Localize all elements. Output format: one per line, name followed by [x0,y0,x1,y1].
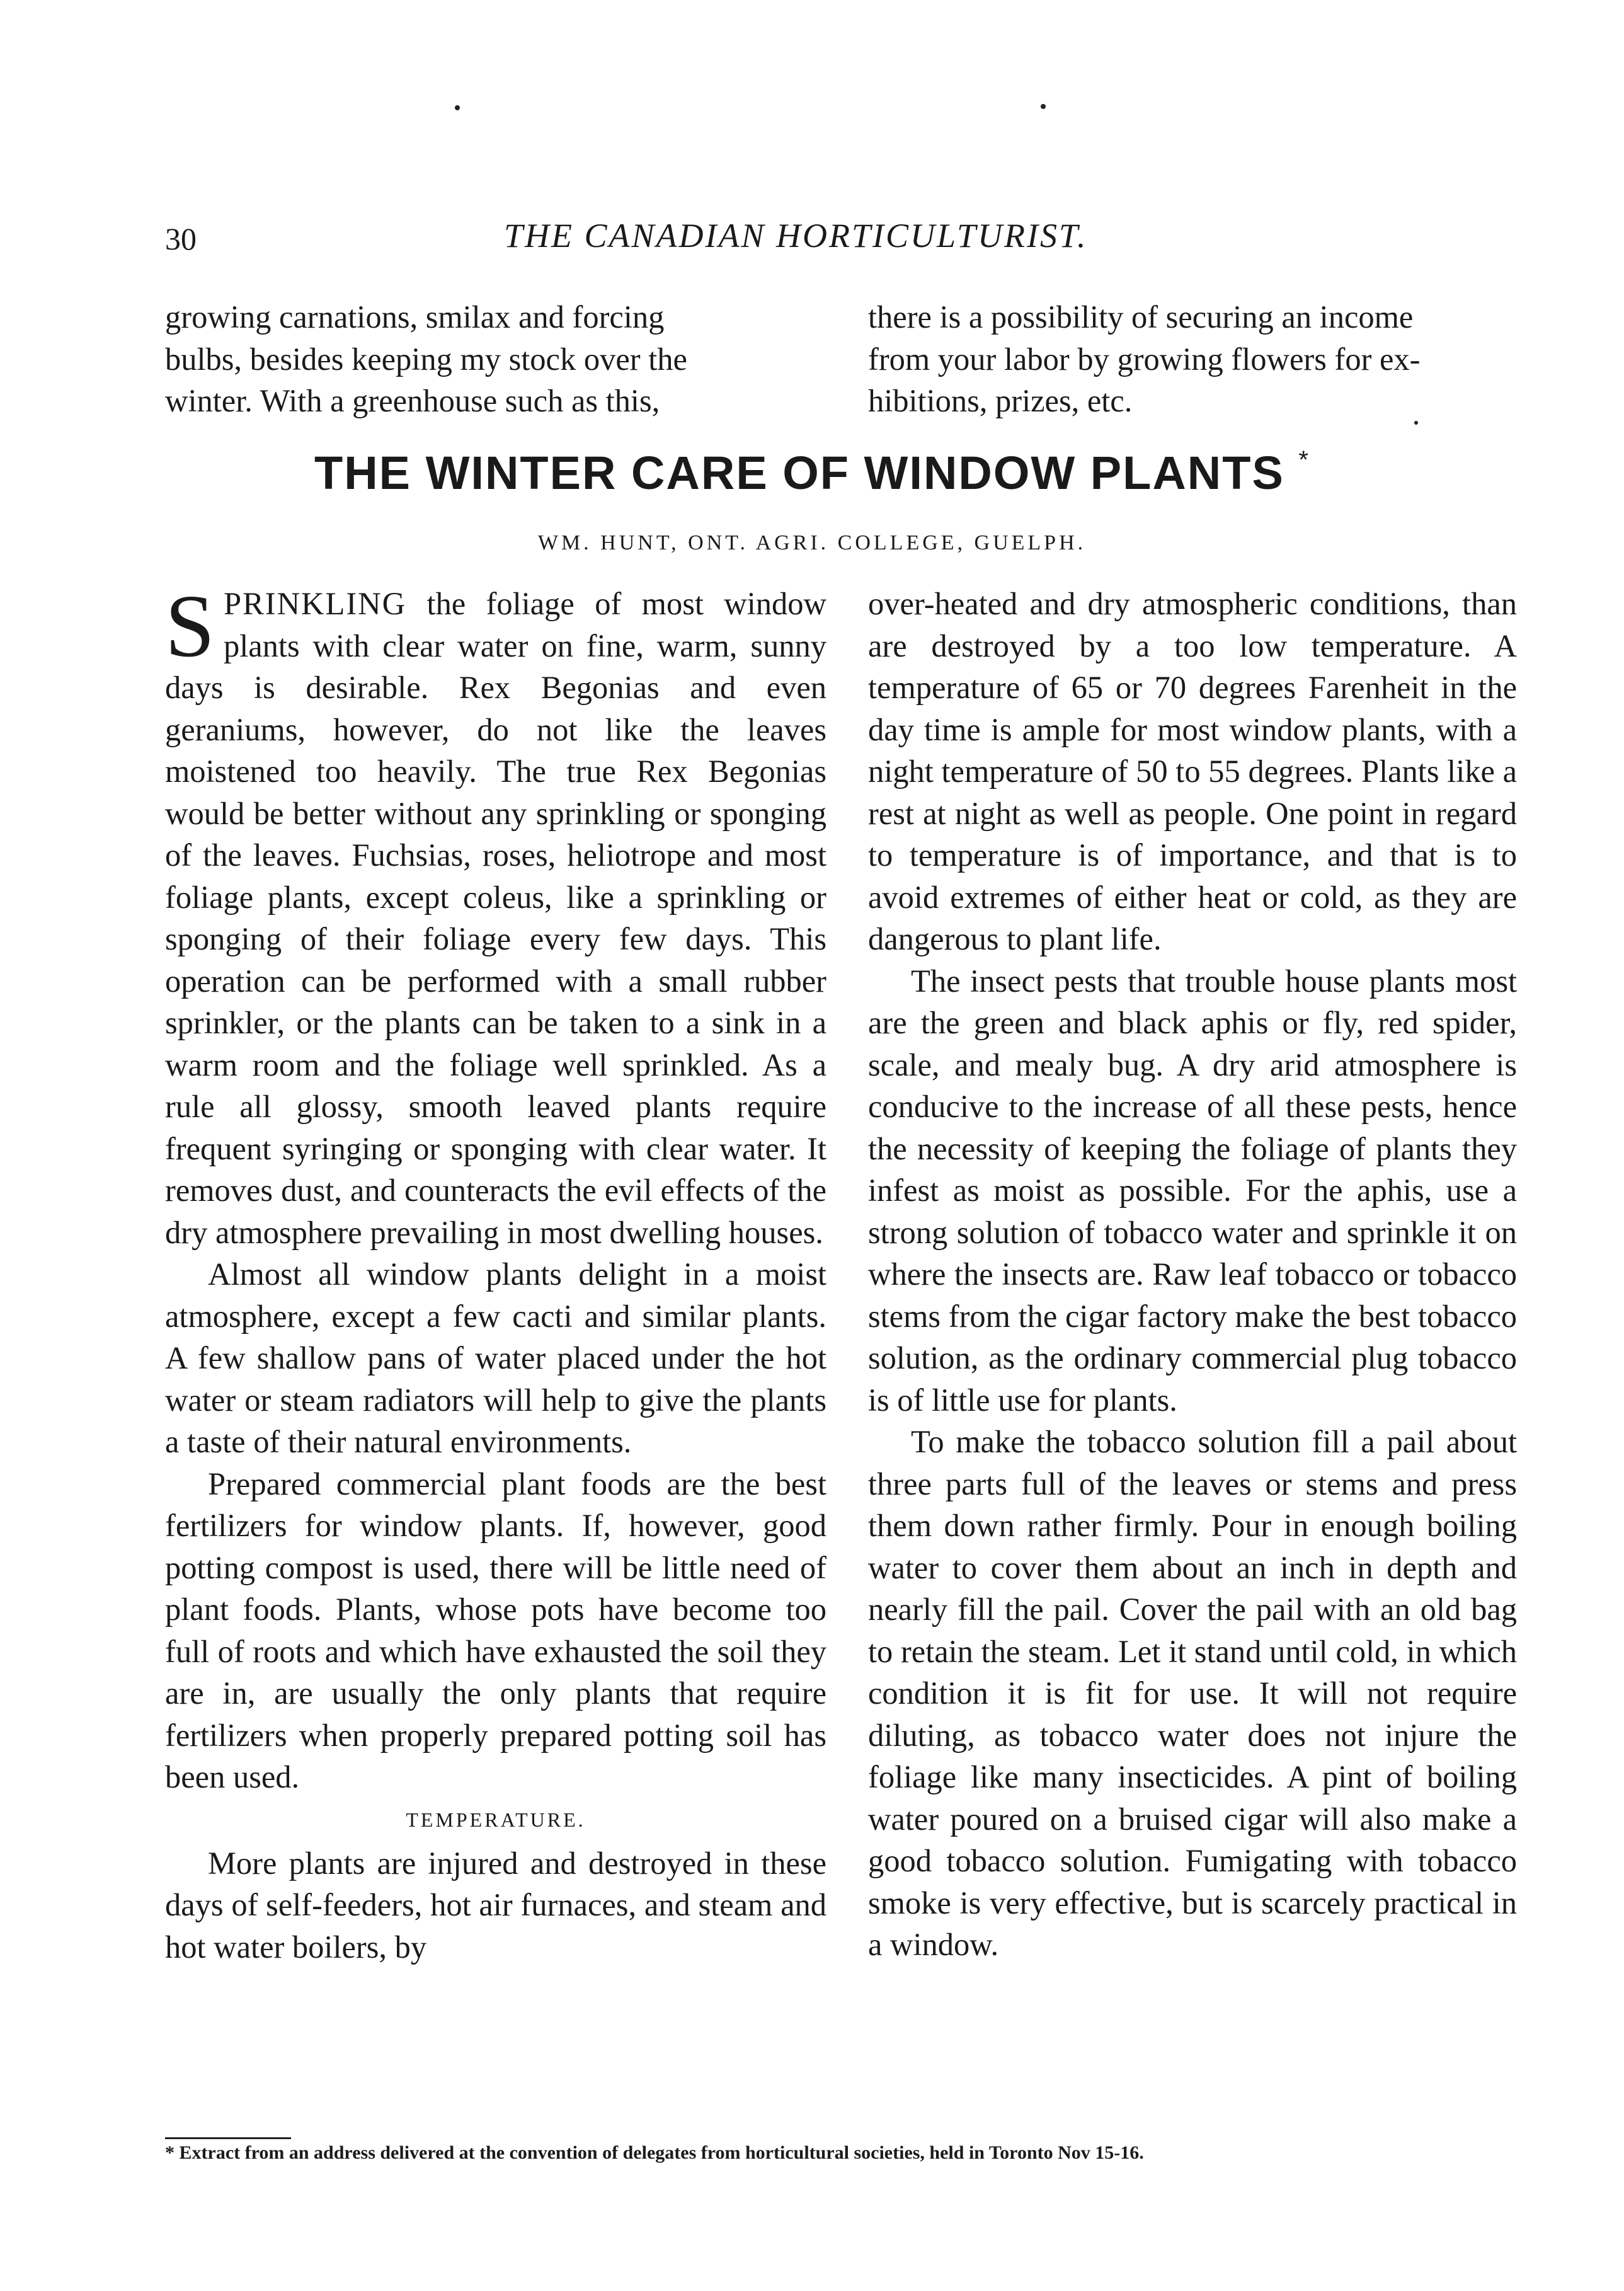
article-left-column [165,576,826,1968]
paragraph: To make the tobacco solution fill a pail about three parts full of the leaves or stems and press them down rather firmly. Pour in enough boiling water to cover them about an inch in depth and nearly fill the pail. Cover the pail with an old bag to retain the steam. Let it stand until cold, in which condition it is fit for use. It will not require diluting, as tobacco water does not injure the foliage like many insecticides. A pint of boiling water poured on a bruised cigar will also make a good tobacco solution. Fumigating with tobacco smoke is very effective, but is scarcely practical in a window. [868,1424,1517,1962]
drop-cap: S [165,576,215,675]
article-right-column [868,583,1517,1966]
paragraph: over-heated and dry atmospheric conditions, than are destroyed by a too low temperature. A temperature of 65 or 70 degrees Farenheit in the day time is ample for most window plants, with a night temperature of 50 to 55 degrees. Plants like a rest at night as well as people. One point in regard to temperature is of importance, and that is to avoid extremes of either heat or cold, as they are dangerous to plant life. [868,586,1517,956]
print-speck [1041,104,1046,109]
paragraph: More plants are injured and destroyed in these days of self-feeders, hot air furnaces, and steam and hot water boilers, by [165,1845,826,1965]
section-heading: TEMPERATURE. [406,1808,586,1831]
print-speck [455,105,460,110]
text-line: growing carnations, smilax and forcing [165,299,665,335]
paragraph [165,576,826,1253]
text-line: bulbs, besides keeping my stock over the [165,341,687,377]
running-title: THE CANADIAN HORTICULTURIST. [504,217,1088,255]
article-byline: WM. HUNT, ONT. AGRI. COLLEGE, GUELPH. [537,531,1087,554]
article-title-text: THE WINTER CARE OF WINDOW PLANTS [314,447,1284,499]
paragraph: Almost all window plants delight in a moist atmosphere, except a few cacti and similar plants. A few shallow pans of water placed under the hot water or steam radiators will help to give the plants a taste of their natural environments. [165,1256,826,1459]
first-word: PRINKLING [223,586,407,621]
text-line: winter. With a greenhouse such as this, [165,383,660,418]
previous-article-left-column [165,296,826,422]
text-line: hibitions, prizes, etc. [868,383,1133,418]
footnote-marker: * [1298,446,1310,474]
footnote: * Extract from an address delivered at the convention of delegates from horticultural societies, held in Toronto Nov 15-16. [165,2142,1144,2163]
paragraph: The insect pests that trouble house plants most are the green and black aphis or fly, red spider, scale, and mealy bug. A dry arid atmosphere is conducive to the increase of all these pests, hence the necessity of keeping the foliage of plants they infest as moist as possible. For the aphis, use a strong solution of tobacco water and sprinkle it on where the insects are. Raw leaf tobacco or tobacco stems from the cigar factory make the best tobacco solution, as the ordinary commercial plug tobacco is of little use for plants. [868,963,1517,1418]
text-line: there is a possibility of securing an income [868,299,1414,335]
article-title [0,446,1624,500]
previous-article-right-column [868,296,1517,422]
paragraph-text: the foliage of most window plants with clear water on fine, warm, sunny days is desirable. Rex Begonias and even geraniums, however, do not like the leaves moistened too heavily. The true Rex Begonias would be better without any sprinkling or sponging of the leaves. Fuchsias, roses, heliotrope and most foliage plants, except coleus, like a sprinkling or sponging of their foliage every few days. This operation can be performed with a small rubber sprinkler, or the plants can be taken to a sink in a warm room and the foliage well sprinkled. As a rule all glossy, smooth leaved plants require frequent syringing or sponging with clear water. It removes dust, and counteracts the evil effects of the dry atmosphere prevailing in most dwelling houses. [165,586,826,1250]
text-line: from your labor by growing flowers for ex- [868,341,1421,377]
footnote-rule [165,2137,291,2139]
page-number: 30 [165,221,197,256]
paragraph: Prepared commercial plant foods are the best fertilizers for window plants. If, however, good potting compost is used, there will be little need of plant foods. Plants, whose pots have become too full of roots and which have exhausted the soil they are in, are usually the only plants that require fertilizers when properly prepared potting soil has been used. [165,1466,826,1794]
